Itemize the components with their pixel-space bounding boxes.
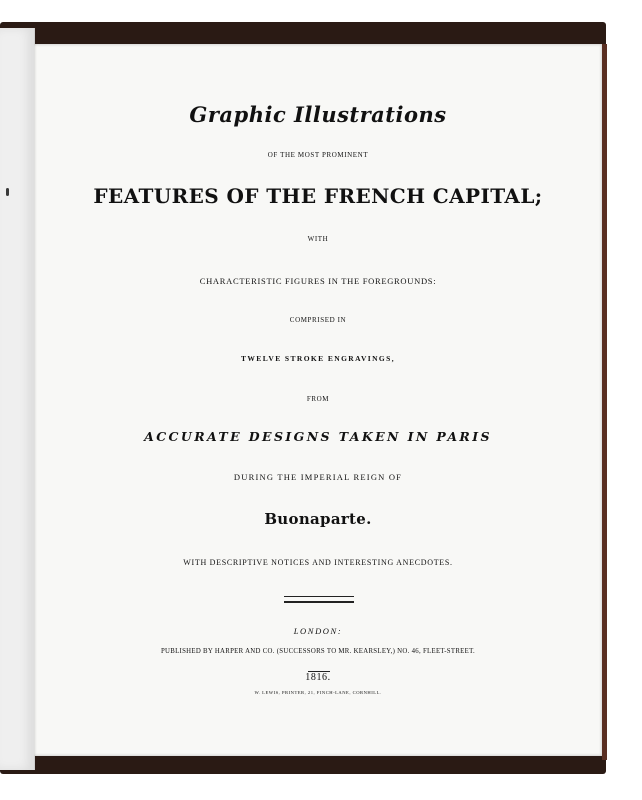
text-imperial-reign: DURING THE IMPERIAL REIGN OF bbox=[233, 472, 403, 482]
title-page bbox=[34, 44, 602, 756]
imprint-year: 1816. bbox=[305, 672, 331, 683]
double-rule bbox=[284, 596, 354, 603]
book-board-edge bbox=[602, 44, 607, 760]
text-twelve-engravings: TWELVE STROKE ENGRAVINGS, bbox=[241, 354, 395, 363]
text-comprised-in: COMPRISED IN bbox=[289, 316, 347, 324]
text-accurate-designs: ACCURATE DESIGNS TAKEN IN PARIS bbox=[144, 429, 492, 444]
imprint-city: LONDON: bbox=[293, 626, 343, 636]
subtitle-most-prominent: OF THE MOST PROMINENT bbox=[267, 151, 369, 159]
title-features: FEATURES OF THE FRENCH CAPITAL; bbox=[93, 184, 543, 208]
text-characteristic-figures: CHARACTERISTIC FIGURES IN THE FOREGROUNDS: bbox=[199, 276, 437, 286]
printer-line: W. LEWIS, PRINTER, 21, FINCH-LANE, CORNHILL. bbox=[254, 690, 382, 695]
text-with: WITH bbox=[307, 235, 329, 243]
left-page-edge bbox=[0, 28, 35, 770]
text-descriptive-notices: WITH DESCRIPTIVE NOTICES AND INTERESTING ANECDOTES. bbox=[183, 558, 453, 567]
text-buonaparte: Buonaparte. bbox=[264, 510, 372, 528]
text-from: FROM bbox=[306, 395, 330, 403]
imprint-publisher: PUBLISHED BY HARPER AND CO. (SUCCESSORS TO MR. KEARSLEY,) NO. 46, FLEET-STREET. bbox=[160, 648, 476, 655]
main-title: Graphic Illustrations bbox=[189, 102, 447, 127]
